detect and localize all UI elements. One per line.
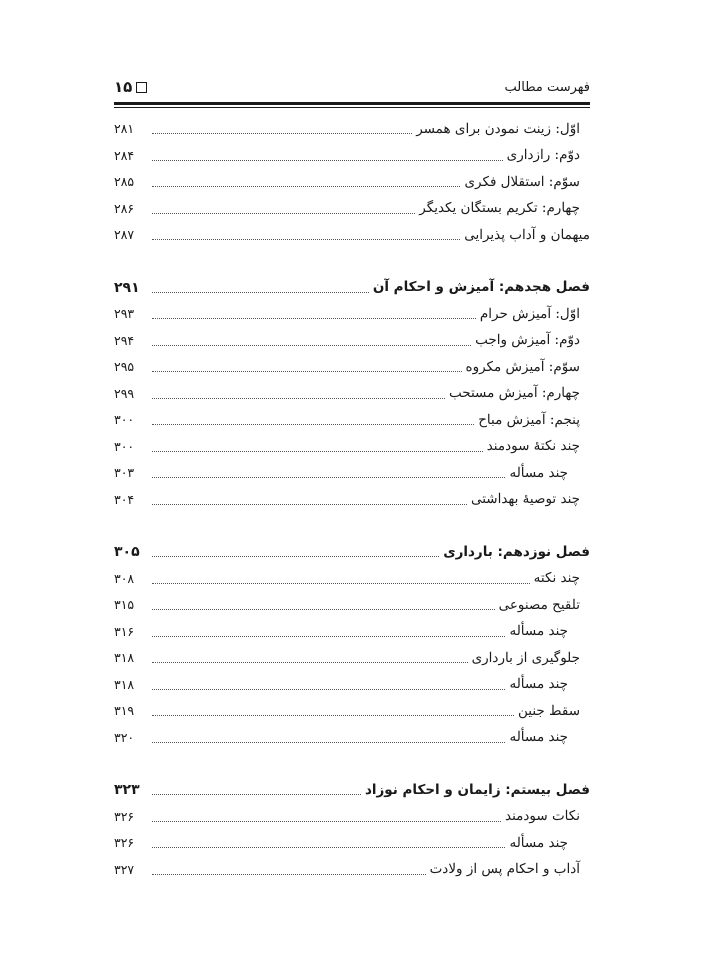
entry-title: آداب و احکام پس از ولادت xyxy=(429,861,580,877)
entry-page-number: ۳۰۰ xyxy=(114,438,135,454)
entry-page-number: ۳۱۵ xyxy=(114,597,135,612)
dot-leader xyxy=(152,476,505,478)
entry-page-number: ۲۹۴ xyxy=(114,332,135,348)
page-header xyxy=(114,78,590,100)
header-rule-thick xyxy=(114,102,590,105)
dot-leader xyxy=(152,846,505,848)
entry-page-number: ۳۱۸ xyxy=(114,650,135,665)
toc-entry[interactable] xyxy=(114,407,590,434)
entry-title: چند نکتهٔ سودمند xyxy=(486,438,580,454)
toc-section xyxy=(114,777,590,883)
entry-page-number: ۳۲۰ xyxy=(114,729,135,745)
dot-leader xyxy=(152,423,474,425)
entry-title: چند مسأله xyxy=(509,676,568,692)
entry-page-number: ۳۲۷ xyxy=(114,861,135,877)
toc-entry[interactable] xyxy=(114,328,590,355)
dot-leader xyxy=(152,185,460,187)
toc-entry[interactable] xyxy=(114,830,590,857)
entry-page-number: ۳۱۶ xyxy=(114,623,135,639)
toc-entry[interactable] xyxy=(114,725,590,752)
entry-title: چند مسأله xyxy=(509,464,568,481)
toc-entry[interactable] xyxy=(114,672,590,699)
dot-leader xyxy=(152,238,460,240)
dot-leader xyxy=(152,608,495,610)
entry-title: دوّم: آمیزش واجب xyxy=(475,332,580,348)
dot-leader xyxy=(152,397,445,399)
dot-leader xyxy=(152,582,530,584)
dot-leader xyxy=(152,873,426,875)
entry-title: فصل هجدهم: آمیزش و احکام آن xyxy=(372,279,590,295)
entry-page-number: ۲۹۵ xyxy=(114,359,135,374)
entry-title: دوّم: رازداری xyxy=(506,147,580,163)
entry-page-number: ۳۱۸ xyxy=(114,676,135,692)
toc-section xyxy=(114,539,590,751)
entry-title: میهمان و آداب پذیرایی xyxy=(464,226,590,243)
dot-leader xyxy=(152,714,514,716)
entry-title: چهارم: آمیزش مستحب xyxy=(449,385,580,401)
entry-title: چند نکته xyxy=(533,570,580,586)
toc-entry[interactable] xyxy=(114,116,590,143)
toc-section xyxy=(114,275,590,514)
dot-leader xyxy=(152,661,468,663)
dot-leader xyxy=(152,370,462,372)
toc-entry[interactable] xyxy=(114,143,590,170)
toc-entry[interactable] xyxy=(114,222,590,249)
dot-leader xyxy=(152,741,505,743)
toc-entry[interactable] xyxy=(114,698,590,725)
toc-entry[interactable] xyxy=(114,434,590,461)
entry-title: جلوگیری از بارداری xyxy=(471,649,580,666)
toc-entry[interactable] xyxy=(114,857,590,884)
entry-title: چند مسأله xyxy=(509,623,568,639)
entry-page-number: ۳۲۶ xyxy=(114,835,135,850)
entry-page-number: ۳۰۵ xyxy=(114,544,140,561)
dot-leader xyxy=(152,688,505,690)
header-rule-thin xyxy=(114,107,590,108)
toc-entry[interactable] xyxy=(114,460,590,487)
page-number xyxy=(114,78,147,96)
dot-leader xyxy=(152,291,369,293)
dot-leader xyxy=(152,820,501,822)
entry-title: نکات سودمند xyxy=(504,808,580,824)
toc-entry[interactable] xyxy=(114,619,590,646)
entry-title: اوّل: زینت نمودن برای همسر xyxy=(416,120,580,137)
entry-page-number: ۲۹۳ xyxy=(114,306,135,321)
toc-entry[interactable] xyxy=(114,645,590,672)
entry-page-number: ۲۹۹ xyxy=(114,385,135,401)
dot-leader xyxy=(152,212,415,214)
toc-entry[interactable] xyxy=(114,487,590,514)
chapter-heading[interactable] xyxy=(114,275,590,302)
entry-page-number: ۲۹۱ xyxy=(114,279,140,296)
toc-entry[interactable] xyxy=(114,592,590,619)
toc-entry[interactable] xyxy=(114,196,590,223)
entry-page-number: ۳۰۸ xyxy=(114,570,135,586)
entry-page-number: ۳۲۶ xyxy=(114,808,135,824)
toc-entry[interactable] xyxy=(114,566,590,593)
toc-section xyxy=(114,116,590,249)
entry-title: پنجم: آمیزش مباح xyxy=(478,411,580,428)
toc-entry[interactable] xyxy=(114,301,590,328)
entry-title: سوّم: استقلال فکری xyxy=(464,173,580,190)
entry-page-number: ۲۸۶ xyxy=(114,200,135,216)
dot-leader xyxy=(152,132,412,134)
table-of-contents xyxy=(114,116,590,909)
entry-page-number: ۲۸۱ xyxy=(114,121,135,136)
entry-page-number: ۳۲۳ xyxy=(114,782,140,799)
entry-title: تلقیح مصنوعی xyxy=(498,596,580,613)
toc-entry[interactable] xyxy=(114,354,590,381)
dot-leader xyxy=(152,450,483,452)
entry-page-number: ۲۸۷ xyxy=(114,227,135,242)
entry-page-number: ۳۱۹ xyxy=(114,703,135,718)
toc-entry[interactable] xyxy=(114,804,590,831)
entry-title: چند توصیهٔ بهداشتی xyxy=(470,491,580,507)
entry-page-number: ۲۸۴ xyxy=(114,147,135,163)
dot-leader xyxy=(152,317,476,319)
chapter-heading[interactable] xyxy=(114,777,590,804)
entry-title: سوّم: آمیزش مکروه xyxy=(465,358,580,375)
chapter-heading[interactable] xyxy=(114,539,590,566)
running-title: فهرست مطالب xyxy=(504,80,590,95)
page-number-text: ۱۵ xyxy=(114,78,133,96)
entry-page-number: ۳۰۴ xyxy=(114,491,135,507)
toc-entry[interactable] xyxy=(114,381,590,408)
dot-leader xyxy=(152,344,471,346)
entry-title: سقط جنین xyxy=(517,702,580,719)
dot-leader xyxy=(152,793,361,795)
dot-leader xyxy=(152,503,467,505)
entry-page-number: ۲۸۵ xyxy=(114,174,135,189)
entry-page-number: ۳۰۰ xyxy=(114,412,135,427)
toc-entry[interactable] xyxy=(114,169,590,196)
entry-title: چند مسأله xyxy=(509,729,568,745)
entry-title: چند مسأله xyxy=(509,834,568,851)
entry-title: چهارم: تکریم بستگان یکدیگر xyxy=(419,200,580,216)
entry-title: اوّل: آمیزش حرام xyxy=(479,305,580,322)
square-icon xyxy=(136,82,147,93)
dot-leader xyxy=(152,555,439,557)
entry-title: فصل بیستم: زایمان و احکام نوزاد xyxy=(364,781,590,798)
dot-leader xyxy=(152,635,505,637)
entry-title: فصل نوزدهم: بارداری xyxy=(443,543,590,560)
entry-page-number: ۳۰۳ xyxy=(114,465,135,480)
dot-leader xyxy=(152,159,503,161)
